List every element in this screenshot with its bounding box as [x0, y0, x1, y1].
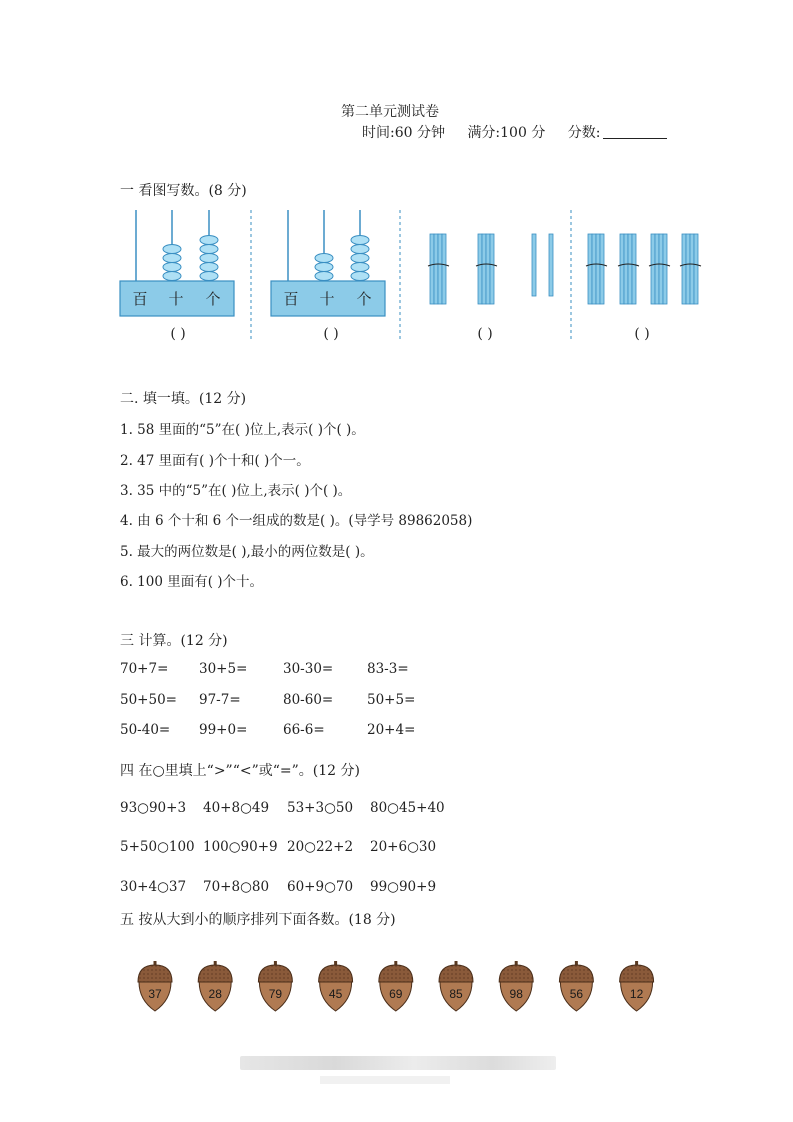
- exam-meta: [362, 122, 667, 142]
- calc-item: 50-40=: [120, 722, 171, 738]
- calc-item: 83-3=: [367, 661, 409, 677]
- single-stick: [532, 234, 536, 296]
- section1-figures: [118, 208, 706, 344]
- acorn-28: [198, 961, 232, 1011]
- acorn-number: 69: [389, 987, 403, 1001]
- single-stick: [549, 234, 553, 296]
- acorn-number: 37: [148, 987, 162, 1001]
- compare-item: 93○90+3: [120, 800, 187, 816]
- acorn-45: [319, 961, 353, 1011]
- abacus-2-tens-beads: [315, 254, 333, 281]
- fill-question-4: 4. 由 6 个十和 6 个一组成的数是( )。(导学号 89862058): [120, 513, 473, 529]
- stick-bundle: [618, 234, 639, 304]
- section1-title: 一 看图写数。(8 分): [120, 183, 247, 199]
- fill-question-2: 2. 47 里面有( )个十和( )个一。: [120, 453, 310, 469]
- compare-item: 20○22+2: [287, 839, 354, 855]
- calc-item: 50+50=: [120, 692, 177, 708]
- compare-item: 30+4○37: [120, 879, 187, 895]
- stick-bundle: [428, 234, 449, 304]
- compare-item: 70+8○80: [203, 879, 270, 895]
- abacus-1-label-ones: 个: [205, 290, 221, 308]
- stick-bundle: [476, 234, 497, 304]
- fill-question-1: 1. 58 里面的“5”在( )位上,表示( )个( )。: [120, 422, 365, 438]
- calc-item: 80-60=: [283, 692, 334, 708]
- abacus-1: [120, 210, 234, 342]
- calc-item: 66-6=: [283, 722, 325, 738]
- compare-item: 99○90+9: [370, 879, 437, 895]
- calc-item: 99+0=: [199, 722, 248, 738]
- full-score: 满分:100 分: [467, 125, 546, 141]
- blurred-footer: [240, 1056, 556, 1070]
- acorn-row: [130, 960, 670, 1020]
- fill-question-6: 6. 100 里面有( )个十。: [120, 574, 264, 590]
- compare-item: 80○45+40: [370, 800, 445, 816]
- time-limit: 时间:60 分钟: [362, 125, 445, 141]
- compare-item: 5+50○100: [120, 839, 195, 855]
- calc-item: 20+4=: [367, 722, 416, 738]
- stick-bundle: [586, 234, 607, 304]
- abacus-1-label-hundreds: 百: [132, 290, 148, 308]
- answer-paren-3[interactable]: ( ): [477, 326, 493, 342]
- calc-item: 50+5=: [367, 692, 416, 708]
- calc-item: 30-30=: [283, 661, 334, 677]
- acorn-12: [620, 961, 654, 1011]
- sticks-group-1: [428, 234, 553, 342]
- abacus-2-ones-beads: [351, 236, 369, 281]
- score-blank[interactable]: [603, 126, 667, 139]
- compare-item: 53+3○50: [287, 800, 354, 816]
- acorn-37: [138, 961, 172, 1011]
- answer-paren-4[interactable]: ( ): [634, 326, 650, 342]
- abacus-2-label-hundreds: 百: [283, 290, 299, 308]
- compare-item: 20+6○30: [370, 839, 437, 855]
- abacus-1-ones-beads: [200, 236, 218, 281]
- fill-question-5: 5. 最大的两位数是( ),最小的两位数是( )。: [120, 544, 374, 560]
- blurred-footer-line: [320, 1076, 450, 1084]
- stick-bundle: [680, 234, 701, 304]
- abacus-2-label-tens: 十: [319, 290, 335, 308]
- fill-question-3: 3. 35 中的“5”在( )位上,表示( )个( )。: [120, 483, 352, 499]
- compare-item: 100○90+9: [203, 839, 278, 855]
- abacus-2: [271, 210, 385, 342]
- compare-item: 60+9○70: [287, 879, 354, 895]
- answer-paren-1[interactable]: ( ): [170, 326, 186, 342]
- stick-bundle: [649, 234, 670, 304]
- sticks-group-2: [586, 234, 701, 342]
- acorn-85: [439, 961, 473, 1011]
- compare-item: 40+8○49: [203, 800, 270, 816]
- acorn-number: 28: [208, 987, 222, 1001]
- abacus-2-label-ones: 个: [356, 290, 372, 308]
- acorn-number: 85: [449, 987, 463, 1001]
- acorn-number: 56: [569, 987, 584, 1001]
- acorn-98: [499, 961, 533, 1011]
- abacus-1-label-tens: 十: [168, 290, 184, 308]
- abacus-1-tens-beads: [163, 245, 181, 281]
- calc-item: 30+5=: [199, 661, 248, 677]
- section2-title: 二. 填一填。(12 分): [120, 391, 247, 407]
- acorn-number: 12: [629, 987, 644, 1001]
- acorn-69: [379, 961, 413, 1011]
- answer-paren-2[interactable]: ( ): [323, 326, 339, 342]
- calc-item: 97-7=: [199, 692, 241, 708]
- acorn-56: [559, 961, 593, 1011]
- section5-title: 五 按从大到小的顺序排列下面各数。(18 分): [120, 912, 396, 928]
- acorn-number: 45: [328, 987, 343, 1001]
- acorn-79: [258, 961, 292, 1011]
- section3-title: 三 计算。(12 分): [120, 633, 228, 649]
- page-title: 第二单元测试卷: [341, 104, 439, 120]
- acorn-number: 98: [509, 987, 523, 1001]
- section4-title: 四 在○里填上“>”“<”或“=”。(12 分): [120, 763, 360, 779]
- calc-item: 70+7=: [120, 661, 169, 677]
- score-label: 分数:: [567, 125, 601, 141]
- acorn-number: 79: [268, 987, 283, 1001]
